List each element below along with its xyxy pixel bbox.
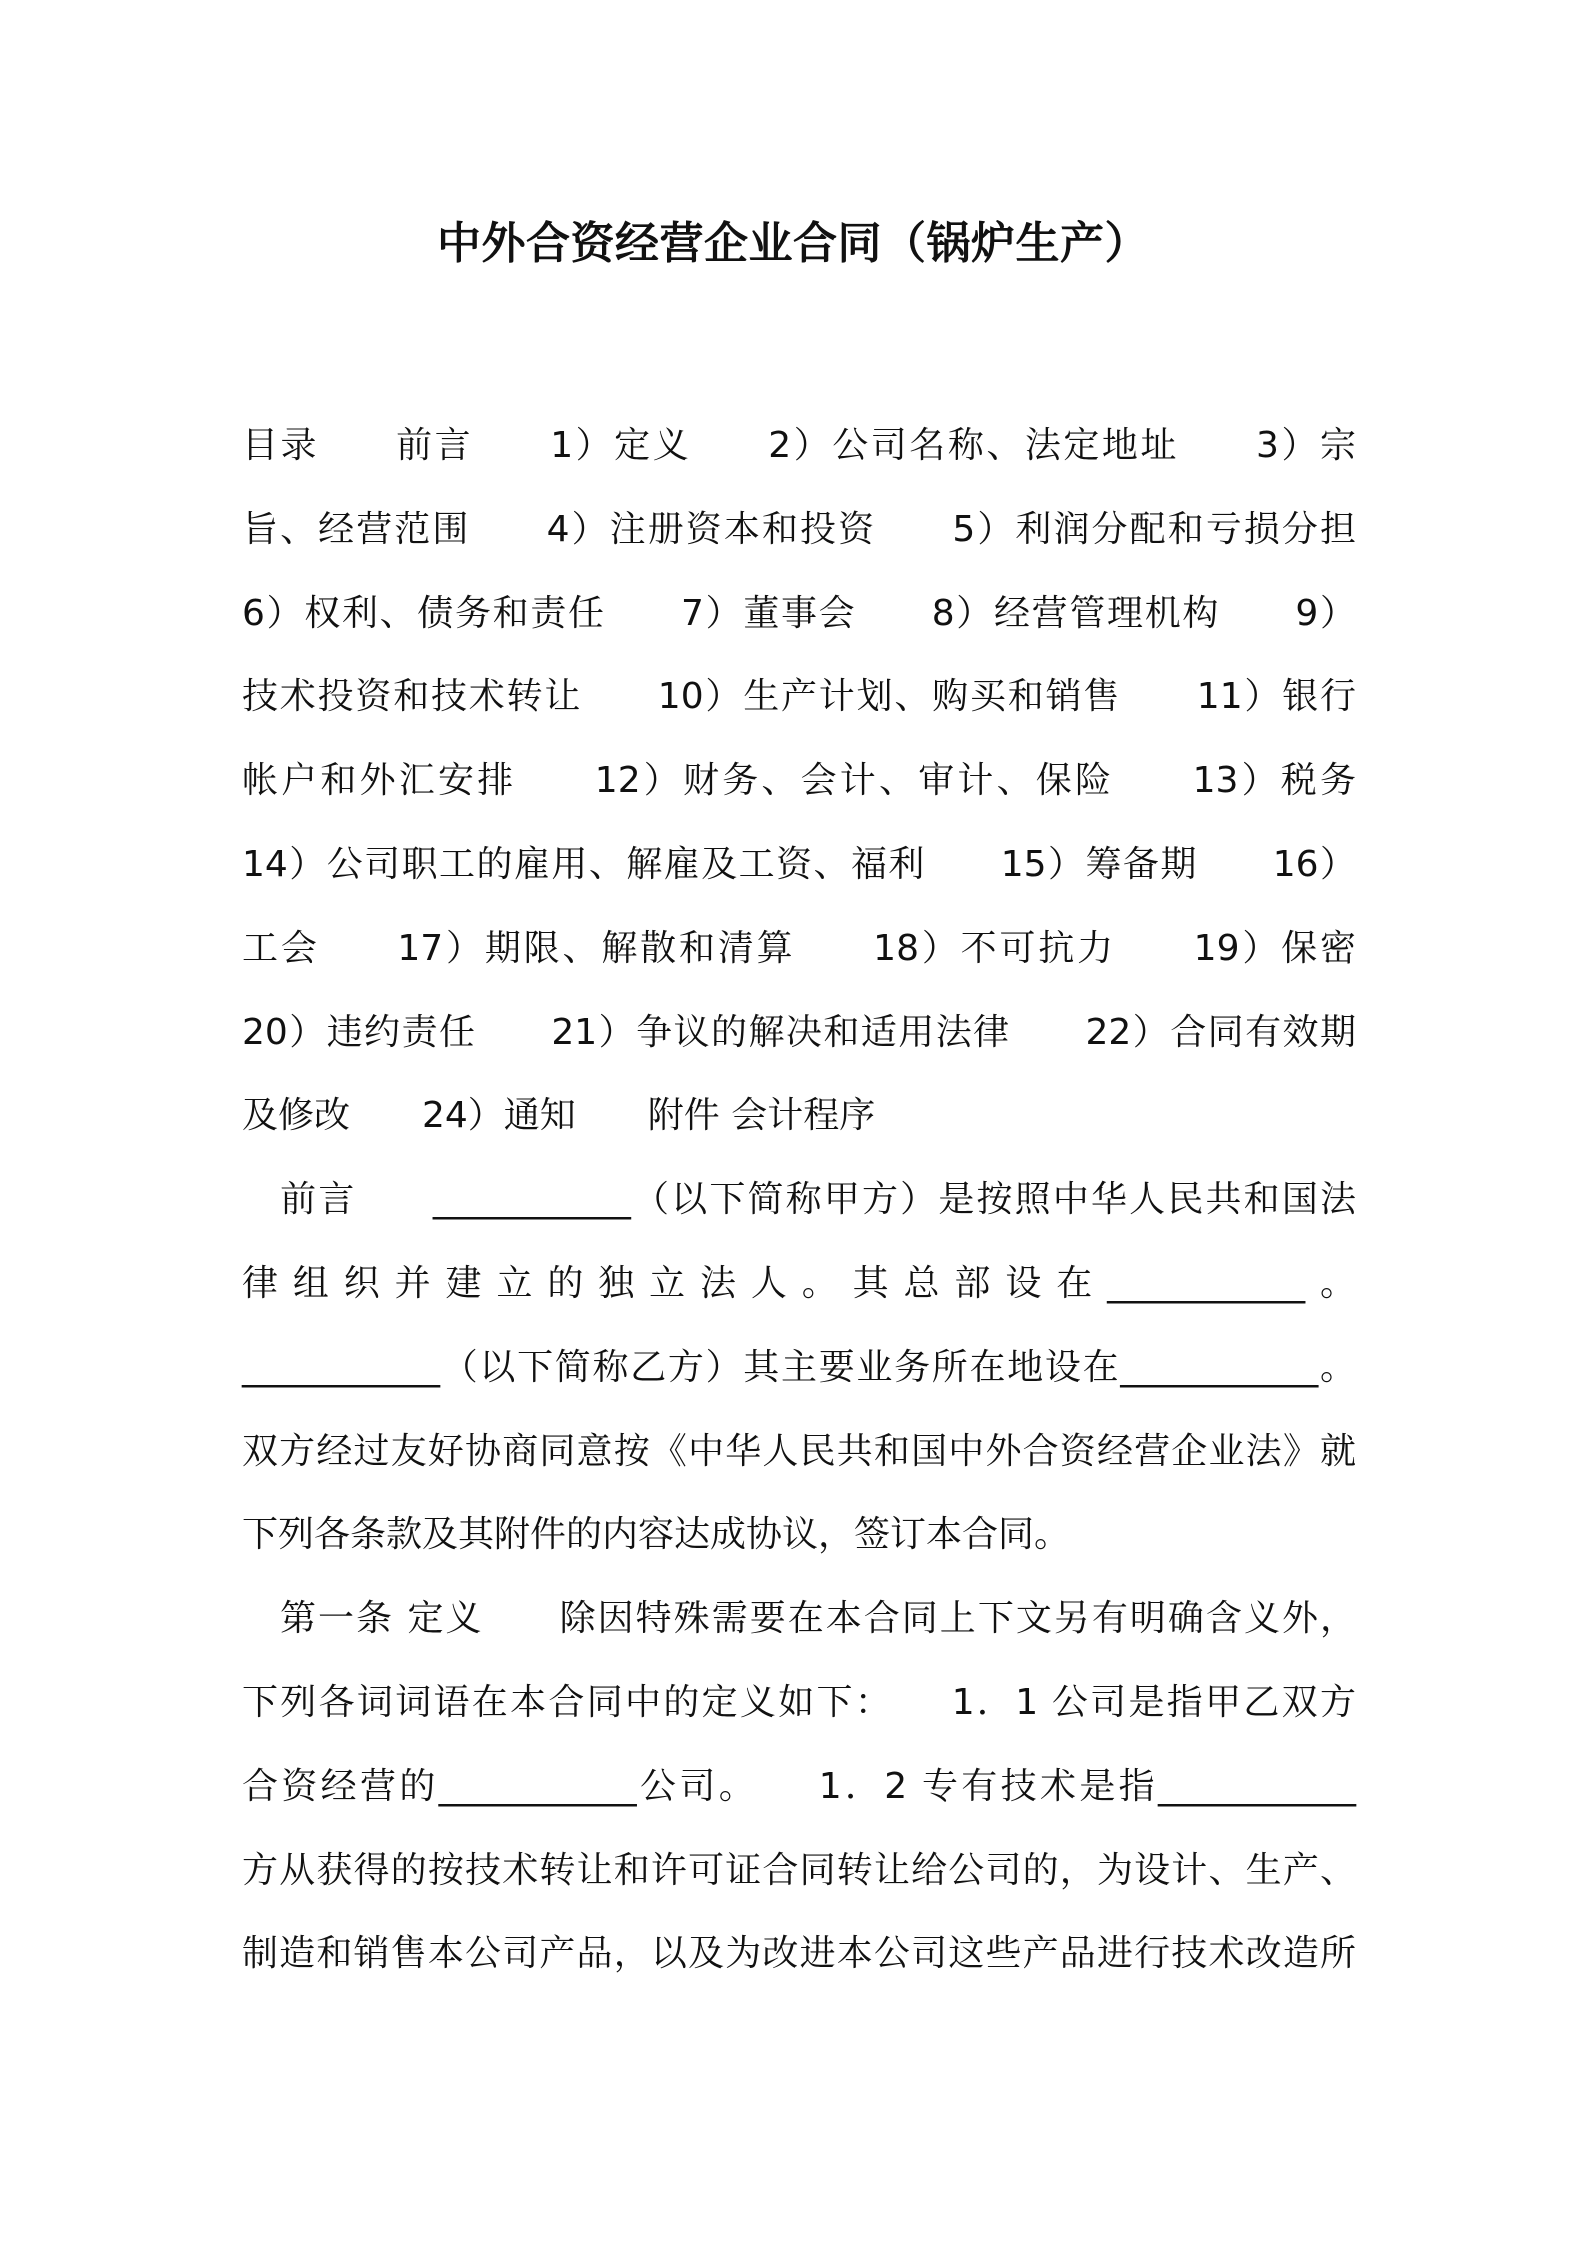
body-line-toc-3: 6）权利、债务和责任 7）董事会 8）经营管理机构 9） (242, 592, 1356, 634)
body-line-article-1-4: 方从获得的按技术转让和许可证合同转让给公司的，为设计、生产、 (242, 1849, 1356, 1891)
body-line-article-1-1: 第一条 定义 除因特殊需要在本合同上下文另有明确含义外， (242, 1598, 1356, 1640)
body-line-toc-6: 14）公司职工的雇用、解雇及工资、福利 15）筹备期 16） (242, 843, 1356, 885)
body-line-preamble-3: ___________（以下简称乙方）其主要业务所在地设在___________。 (242, 1346, 1356, 1388)
body-line-preamble-2: 律组织并建立的独立法人。其总部设在___________。 (242, 1262, 1356, 1304)
document-title: 中外合资经营企业合同（锅炉生产） (437, 218, 1149, 269)
body-line-preamble-4: 双方经过友好协商同意按《中华人民共和国中外合资经营企业法》就 (242, 1430, 1356, 1472)
body-line-toc-8: 20）违约责任 21）争议的解决和适用法律 22）合同有效期 (242, 1011, 1356, 1053)
body-line-toc-1: 目录 前言 1）定义 2）公司名称、法定地址 3）宗 (242, 425, 1356, 466)
body-line-toc-5: 帐户和外汇安排 12）财务、会计、审计、保险 13）税务 (242, 760, 1356, 802)
document-body (242, 404, 1356, 1996)
body-line-toc-4: 技术投资和技术转让 10）生产计划、购买和销售 11）银行 (242, 676, 1356, 718)
body-line-toc-9: 及修改 24）通知 附件 会计程序 (242, 1095, 876, 1137)
body-line-preamble-5: 下列各条款及其附件的内容达成协议，签订本合同。 (242, 1514, 1071, 1556)
body-line-preamble-1: 前言 ___________（以下简称甲方）是按照中华人民共和国法 (242, 1179, 1356, 1221)
body-line-article-1-3: 合资经营的___________公司。 1．2 专有技术是指___________ (242, 1765, 1356, 1807)
body-line-toc-7: 工会 17）期限、解散和清算 18）不可抗力 19）保密 (242, 927, 1356, 969)
body-line-toc-2: 旨、经营范围 4）注册资本和投资 5）利润分配和亏损分担 (242, 508, 1356, 550)
body-line-article-1-2: 下列各词词语在本合同中的定义如下： 1．1 公司是指甲乙双方 (242, 1681, 1356, 1723)
body-line-article-1-5: 制造和销售本公司产品，以及为改进本公司这些产品进行技术改造所 (242, 1933, 1356, 1975)
